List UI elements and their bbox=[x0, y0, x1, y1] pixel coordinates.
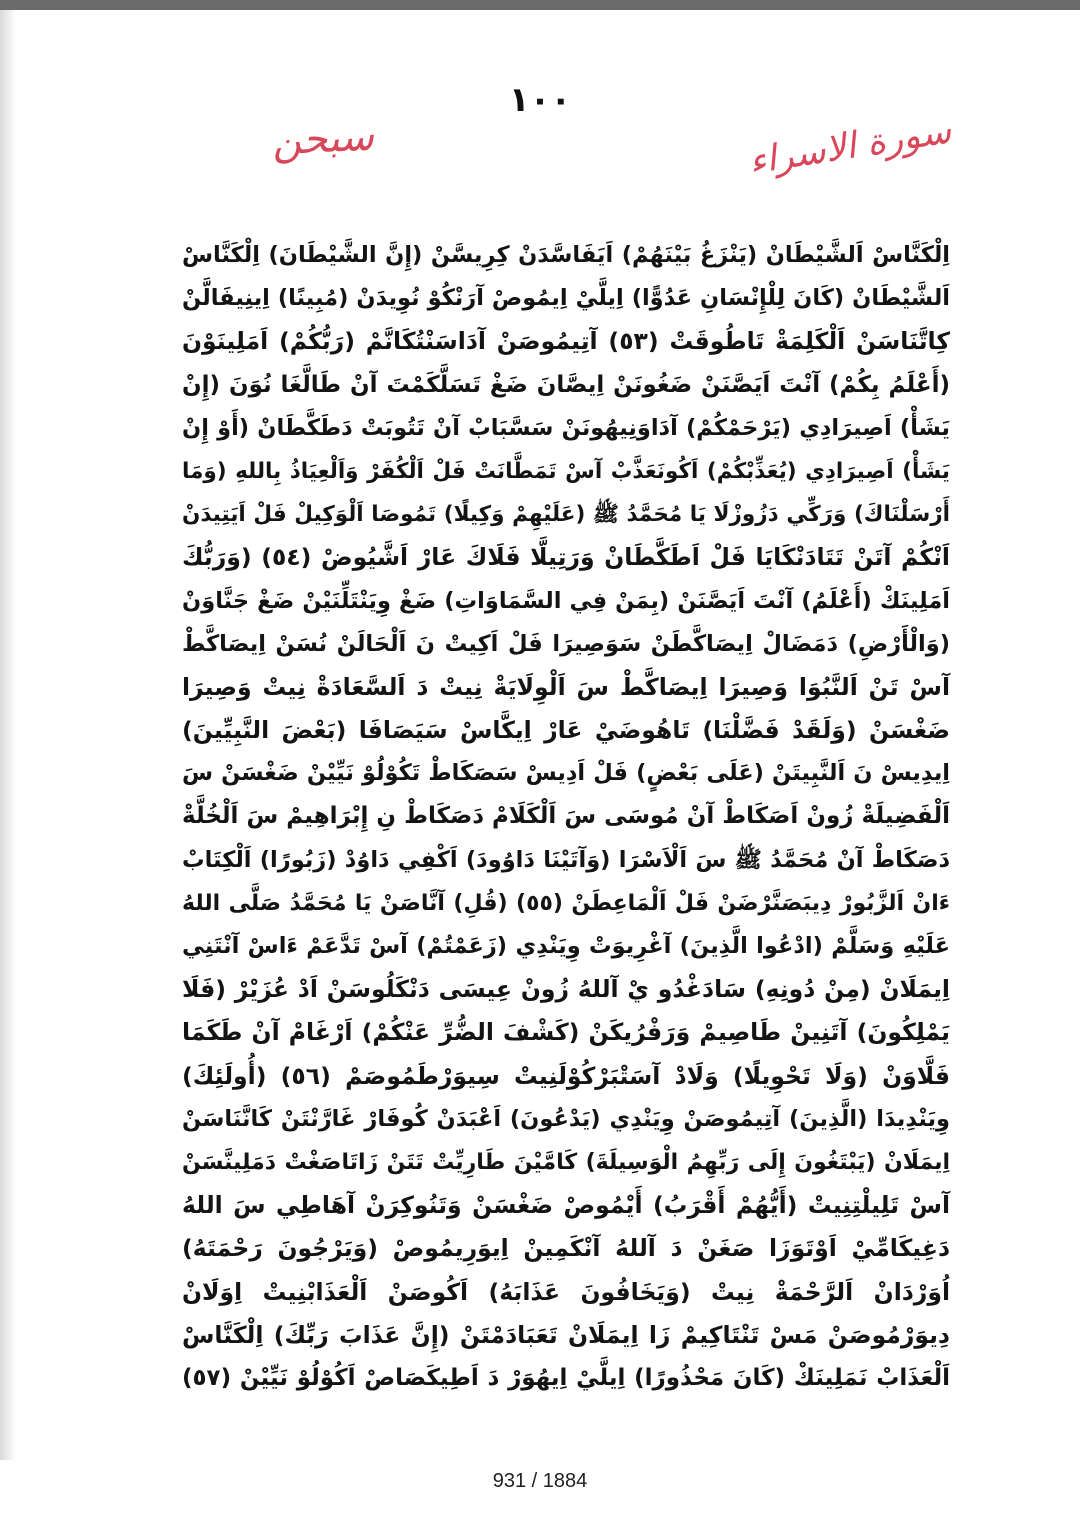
text-line: كِاتَّنَاسَنْ اَلْكَلِمَةْ تَاطُوقَتْ (٥٣) آتِيمُوصَنْ آدَاسَنْتُكَانَّمْ (رَبُّكُمْ) اَمَلِينَوْنَ bbox=[182, 327, 951, 356]
text-line: ضَغْسَنْ (وَلَقَدْ فَضَّلْنَا) تَاهُوضَيْ عَارْ اِيكَّاسْ سَيَصَافَا (بَعْضَ النَّبِيِّينَ) bbox=[182, 716, 950, 745]
scan-left-shadow bbox=[0, 10, 16, 1460]
text-line: يَمْلِكُونَ) آتَنِينْ طَاصِيمْ وَرَفْرُيكَنْ (كَشْفَ الضُّرِّ عَنْكُمْ) اَرْغَامْ آنْ طَكَمَا bbox=[182, 1018, 950, 1047]
text-line: آسْ تَنْ اَلنَّبُوَا وَصِيرَا اِيصَاكَّطْ سَ اَلْوِلَايَةْ نِيتْ دَ اَلسَّعَادَةْ نِيتْ وَصِيرَا bbox=[182, 672, 950, 701]
text-line: يَشَأْ) اَصِيرَادِي (يُعَذِّبْكُمْ) اَكُونَعَذَّبْ آسْ تَمَطَّانَتْ فَلْ اَلْكُفَرْ وَاَلْعِيَاذُ بِاللهِ (وَمَا bbox=[182, 458, 950, 484]
text-line: اَنْكُمْ آتَنْ تَتَادَنْكَايَا فَلْ اَطَكَّطَانْ وَرَتِيلَّا فَلَاكَ عَارْ اَشَّيُوضْ (٥٤) (وَرَبُّكَ bbox=[182, 543, 950, 572]
text-line: اِلْكَنَّاسْ اَلشَّيْطَانْ (يَنْزَغُ بَيْنَهُمْ) اَيَفَاسَّدَنْ كِرِيسَّنْ (إِنَّ الشَّيْطَانَ) اِلْكَنَّاسْ bbox=[182, 242, 950, 268]
text-line: (وَالْأَرْضِ) دَمَضَالْ اِيصَاكَّطَنْ سَوَصِيرَا فَلْ اَكِيتْ نَ اَلْحَالَنْ نُسَنْ اِيصَاكَّطْ bbox=[182, 630, 950, 657]
text-line: دَغِيكَامِّيْ اَوْتَوَزَا صَغَنْ دَ آللهُ آنْكَمِينْ اِيوَرِيمُوصْ (وَيَرْجُونَ رَحْمَتَهُ) bbox=[182, 1234, 950, 1263]
text-line: فَلَّاوَنْ (وَلَا تَحْوِيلًا) وَلَادْ آسَتْبَرْكُوْلَنِيتْ سِيوَرْطَمُوصَمْ (٥٦) (أُولَئِكَ) bbox=[182, 1061, 950, 1090]
text-line: اُوَرْدَانْ اَلرَّحْمَةْ نِيتْ (وَيَخَافُونَ عَذَابَهُ) اَكُوصَنْ اَلْعَذَابْنِيتْ اِوَلَانْ bbox=[182, 1277, 950, 1306]
text-line: وِيَنْدِيدَا (الَّذِينَ) آتِيمُوصَنْ وِيَنْدِي (يَدْعُونَ) اَعْبَدَنْ كُوفَارْ غَارَّنْتَنْ كَانَّنَاسَنْ bbox=[182, 1105, 950, 1132]
text-line: ءَانْ اَلزَّبُورْ دِيبَصَنَّرْضَنْ فَلْ اَلْمَاعِطَنْ (٥٥) (قُلِ) آنَّاصَنْ يَا مُحَمَّدُ صَلَّى اللهُ bbox=[182, 890, 950, 916]
text-line: اَمَلِينَكْ (أَعْلَمُ) آنْتَ اَيَصَّنَنْ (بِمَنْ فِي السَّمَاوَاتِ) ضَغْ وِيَنْتَلِّنَيْنْ ضَغْ جَنَّاوَنْ bbox=[182, 587, 950, 614]
text-line: عَلَيْهِ وَسَلَّمْ (ادْعُوا الَّذِينَ) آغْرِيوَتْ وِيَنْدِي (زَعَمْتُمْ) آسْ تَدَّعَمْ ءَاسْ آنْتَنِي bbox=[182, 933, 950, 959]
text-line: دِيوَرْمُوصَنْ مَسْ تَنْتَاكِيمْ زَا اِيمَلَانْ تَعَبَادَمْتَنْ (إِنَّ عَذَابَ رَبِّكَ) اِلْكَنَّاسْ bbox=[182, 1320, 950, 1349]
page-number: ١٠٠ bbox=[508, 80, 572, 120]
text-line: اِيدِيسْ نَ اَلنَّبِيتَنْ (عَلَى بَعْضٍ) فَلْ اَدِيسْ سَصَكَاطْ تَكُوْلُوْ نَيِّيْنْ ضَغْسَنْ سَ bbox=[182, 760, 950, 787]
text-line: اَلشَّيْطَانْ (كَانَ لِلْإِنْسَانِ عَدُوًّا) اِيلَّيْ اِيمُوصْ آرَنْكُوْ نُوِيدَنْ (مُبِينًا) اِينِيفَالَّنْ bbox=[182, 285, 950, 312]
text-line: آسْ تَلِيلْتِنِيتْ (أَيُّهُمْ أَقْرَبُ) أَيْمُوصْ ضَغْسَنْ وَتَنُوكِرَنْ آهَاطِي سَ اللهُ bbox=[182, 1191, 950, 1220]
scan-top-edge bbox=[0, 0, 1080, 10]
text-line: (أَعْلَمُ بِكُمْ) آنْتَ اَيَصَّنَنْ ضَغُونَنْ اِيصَّانَ ضَغْ تَسَلَّكَمْتَ آنْ طَالَّغَا نُوَنَ (إِنْ bbox=[182, 371, 950, 398]
handwritten-note-right: سورة الاسراء bbox=[746, 110, 954, 183]
text-body bbox=[182, 234, 950, 1400]
text-line: أَرْسَلْنَاكَ) وَرَكِّي دَزُوزْلَا يَا مُحَمَّدُ ﷺ (عَلَيْهِمْ وَكِيلًا) تَمُوصَا اَلْوَكِيلْ فَلْ اَيَتِيدَنْ bbox=[182, 502, 950, 528]
text-line: يَشَأْ) اَصِيرَادِي (يَرْحَمْكُمْ) آدَاوَنِيهُونَنْ سَسَّبَابْ آنْ تَتُوبَتْ دَطَكَّطَانْ (أَوْ إِنْ bbox=[182, 414, 950, 441]
text-line: اِيمَلَانْ (يَبْتَغُونَ إِلَى رَبِّهِمُ الْوَسِيلَةَ) كَامَّيْنَ طَارِيِّتْ تَتَنْ زَاتَاصَغْتْ دَمَلِينَّسَنْ bbox=[182, 1149, 950, 1175]
page-counter: 931 / 1884 bbox=[492, 1470, 588, 1492]
handwritten-note-left: سبحن bbox=[270, 113, 375, 165]
text-line: اَلْعَذَابْ نَمَلِينَكْ (كَانَ مَحْذُورًا) اِيلَّيْ اِيهُوَرْ دَ اَطِيكَصَاصْ اَكُوْلُوْ نَيِّيْنْ (٥٧) bbox=[182, 1364, 950, 1391]
text-line: اَلْفَضِيلَةْ زُونْ اَصَكَاطْ آنْ مُوسَى سَ اَلْكَلَامْ دَصَكَاطْ نِ إِبْرَاهِيمْ سَ اَلْخُلَّةْ bbox=[182, 803, 950, 830]
text-line: اِيمَلَانْ (مِنْ دُونِهِ) سَادَغْدُو يْ آللهُ زُونْ عِيسَى دَنْكَلُوسَنْ اَدْ عُزَيْرْ (فَلَا bbox=[182, 975, 950, 1004]
text-line: دَصَكَاطْ آنْ مُحَمَّدُ ﷺ سَ اَلْاَسْرَا (وَآتَيْنَا دَاوُودَ) اَكْفِي دَاوُدْ (زَبُورًا) اَلْكِتَابْ bbox=[182, 846, 950, 873]
